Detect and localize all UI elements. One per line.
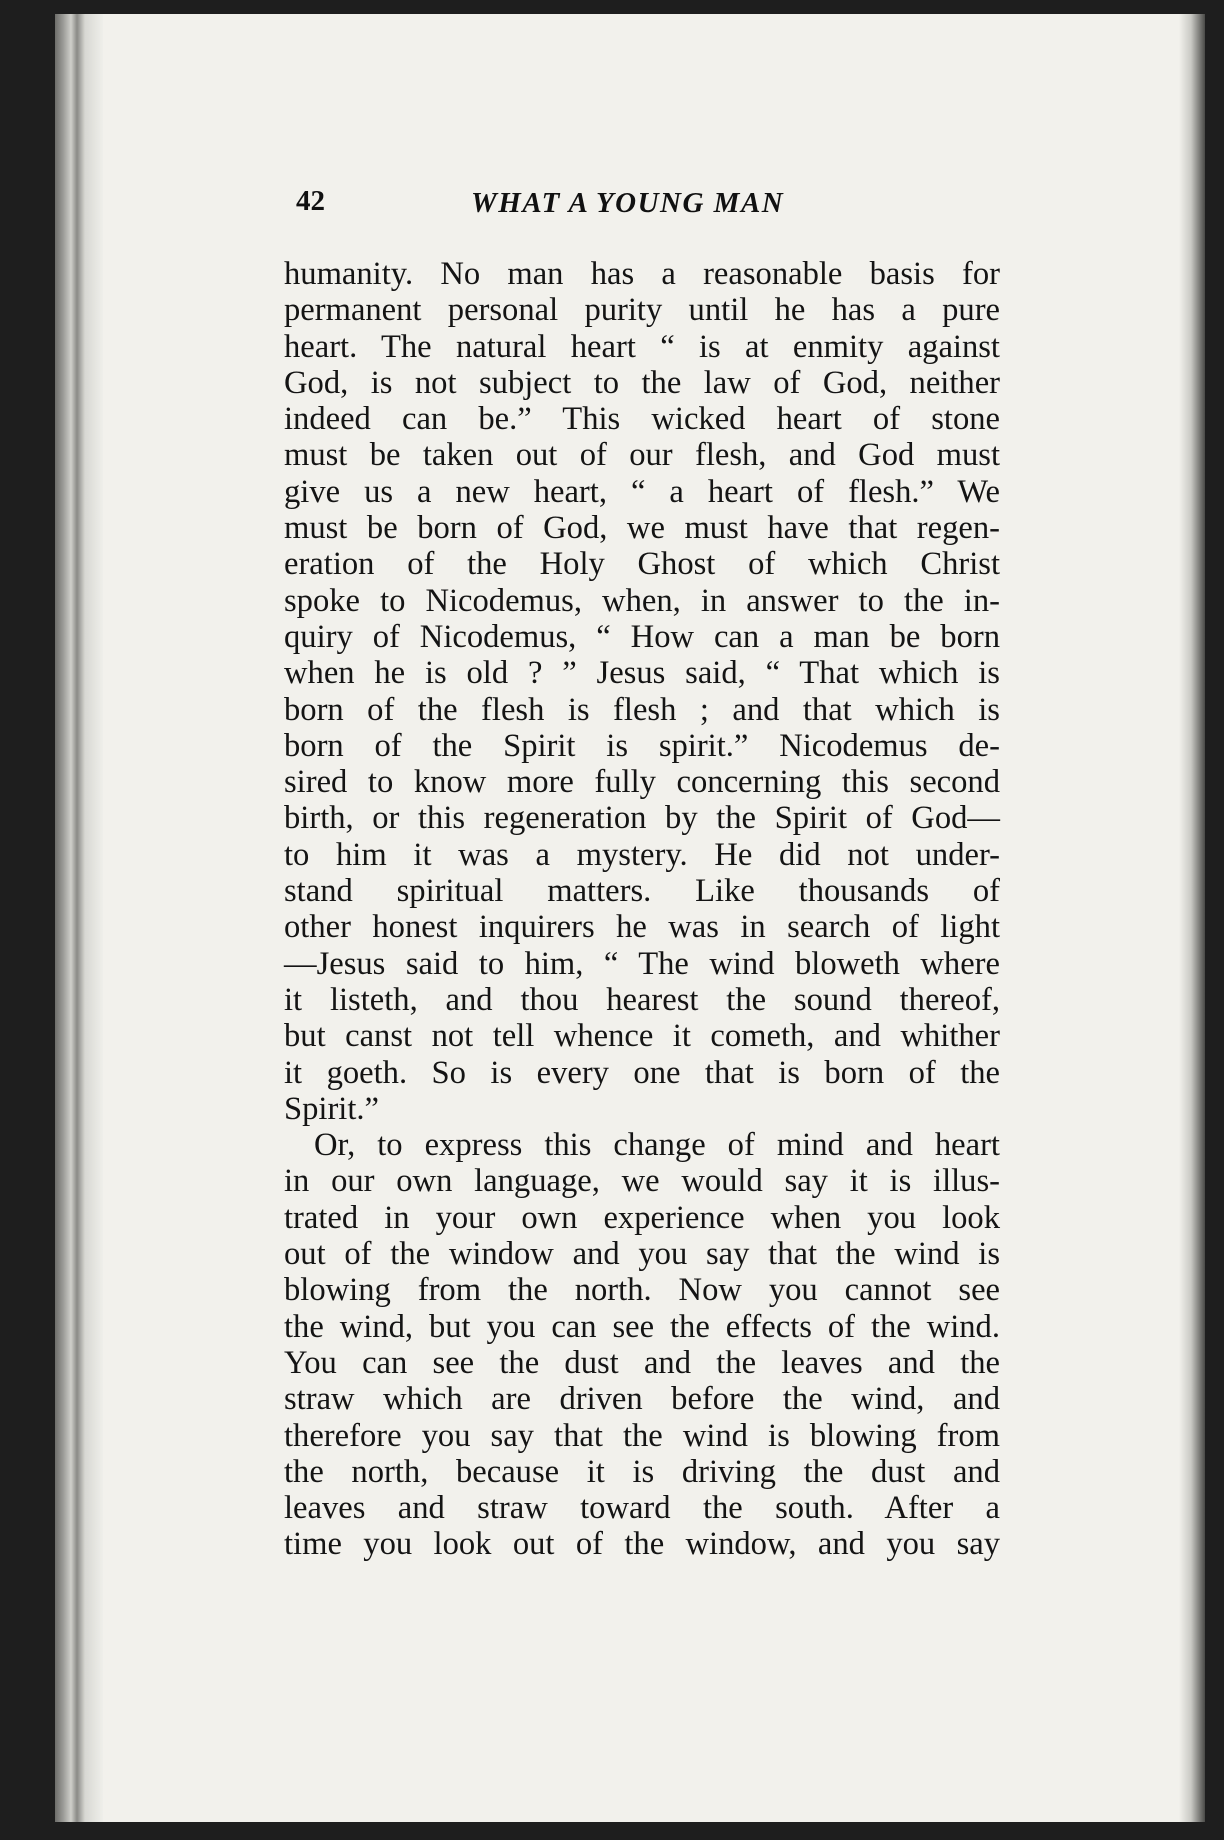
page-right-edge [1179, 14, 1205, 1822]
paragraph-1 [284, 256, 1000, 1127]
text-line: —Jesus said to him, “ The wind bloweth where [284, 945, 1000, 982]
page-header [296, 185, 856, 235]
text-line: trated in your own experience when you look [284, 1199, 1000, 1236]
text-line: blowing from the north. Now you cannot see [284, 1272, 1000, 1309]
text-line: in our own language, we would say it is illus- [284, 1163, 1000, 1200]
text-line: therefore you say that the wind is blowing from [284, 1417, 1000, 1454]
text-line: leaves and straw toward the south. After a [284, 1490, 1000, 1527]
text-line: time you look out of the window, and you say [284, 1526, 1000, 1563]
text-line: but canst not tell whence it cometh, and whither [284, 1018, 1000, 1055]
text-line: born of the Spirit is spirit.” Nicodemus de- [284, 727, 1000, 764]
page-number: 42 [296, 185, 325, 217]
text-line: eration of the Holy Ghost of which Christ [284, 546, 1000, 583]
text-line: it listeth, and thou hearest the sound thereof, [284, 981, 1000, 1018]
text-line: humanity. No man has a reasonable basis for [284, 256, 1000, 292]
text-line: heart. The natural heart “ is at enmity against [284, 328, 1000, 365]
text-line: to him it was a mystery. He did not under- [284, 836, 1000, 873]
text-line: quiry of Nicodemus, “ How can a man be born [284, 618, 1000, 655]
text-line: indeed can be.” This wicked heart of stone [284, 401, 1000, 438]
text-line: Spirit.” [284, 1090, 380, 1127]
running-head: WHAT A YOUNG MAN [471, 187, 785, 219]
text-line: You can see the dust and the leaves and the [284, 1344, 1000, 1381]
text-line: sired to know more fully concerning this second [284, 764, 1000, 801]
text-line: Or, to express this change of mind and heart [314, 1127, 1000, 1164]
text-line: other honest inquirers he was in search of light [284, 909, 1000, 946]
page-stack-edge [55, 14, 103, 1822]
text-line: must be born of God, we must have that regen- [284, 510, 1000, 547]
paragraph-2 [284, 1127, 1000, 1563]
text-line: must be taken out of our flesh, and God must [284, 437, 1000, 474]
text-line: the wind, but you can see the effects of the wind. [284, 1308, 1000, 1345]
text-line: out of the window and you say that the wind is [284, 1236, 1000, 1273]
text-line: it goeth. So is every one that is born of the [284, 1054, 1000, 1091]
text-line: God, is not subject to the law of God, neither [284, 364, 1000, 401]
text-line: give us a new heart, “ a heart of flesh.” We [284, 473, 1000, 510]
text-line: when he is old ? ” Jesus said, “ That which is [284, 655, 1000, 692]
text-line: born of the flesh is flesh ; and that which is [284, 691, 1000, 728]
text-line: birth, or this regeneration by the Spirit of God— [284, 800, 1000, 837]
text-line: stand spiritual matters. Like thousands of [284, 873, 1000, 910]
body-text [284, 256, 1000, 1563]
text-line: permanent personal purity until he has a pure [284, 292, 1000, 329]
text-line: the north, because it is driving the dust and [284, 1453, 1000, 1490]
text-line: spoke to Nicodemus, when, in answer to the in- [284, 582, 1000, 619]
text-line: straw which are driven before the wind, and [284, 1381, 1000, 1418]
